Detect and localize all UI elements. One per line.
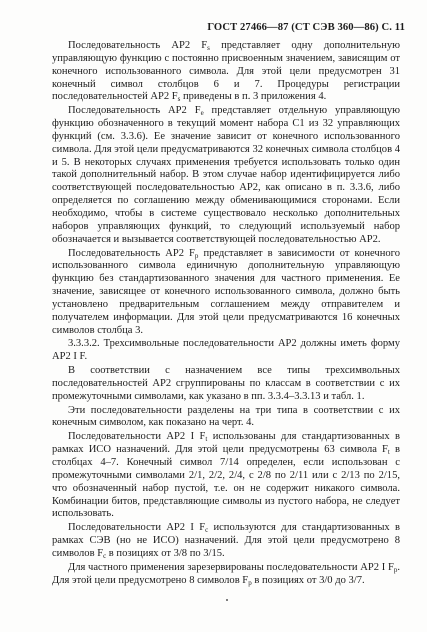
text-run: использованы для стандартизованных в рамках ИСО назначений. Для этой цели предусмотрены 63 символа F (52, 431, 400, 456)
subscript: t (387, 448, 390, 457)
text-run: Последовательность АР2 F (68, 105, 201, 117)
page-header: ГОСТ 27466—87 (СТ СЭВ 360—86) С. 11 (207, 22, 405, 33)
text-run: в позициях от 3/8 по 3/15. (106, 547, 225, 559)
text-run: Последовательности АР2 I F (68, 522, 206, 534)
subscript: c (205, 526, 209, 535)
subscript: s (207, 44, 210, 52)
text-run: Последовательности АР2 I F (68, 431, 206, 443)
document-body (52, 40, 400, 588)
text-run: В соответствии с назначением все типы трехсимвольных последовательностей АР2 сгруппированы по классам в соответствии с их промежуточными символами, как указано в пп. 3.3.4–3.3.13 и табл. 1. (52, 365, 400, 402)
paragraph (52, 405, 400, 431)
text-run: приведены в п. 3 приложения 4. (180, 91, 327, 103)
text-run: представляет отдельную управляющую функцию обозначенного в текущий момент набора С1 из 32 управляющих функций (см. 3.3.6). Ее значение зависит от конечного использованного символа. Для этой цели предусматриваются 32 конечных символа столбцов 4 и 5. В некоторых случаях применения требуется использовать только один такой дополнительный набор. В этом случае набор идентифицируется либо соответствующей последовательностью АР2, как описано в п. 3.3.6, либо определяется по соглашению между обменивающимися сторонами. Если необходимо, чтобы в системе существовало несколько дополнительных наборов управляющих функций, то следующий используемый набор обозначается и вызывается соответствующей последовательностью АР2. (52, 105, 400, 245)
paragraph (52, 248, 400, 338)
text-run: Для частного применения зарезервированы последовательности АР2 I F (68, 561, 394, 573)
paragraph (52, 522, 400, 561)
subscript: p (393, 565, 398, 574)
text-run: представляет одну дополнительную управляющую функцию с постоянно присвоенным значением, зависящим от конечного использованного символа. Для этой цели предусмотрен 31 конечный символ столбцов 6 и 7. Процедуры регистрации последовательностей АР2 F (52, 40, 400, 103)
paragraph (52, 105, 400, 246)
subscript: p (194, 251, 199, 260)
text-run: в столбцах 4–7. Конечный символ 7/14 определен, если использован с промежуточными символами 2/1, 2/2, 2/4, с 2/8 по 2/11 или с 2/13 по 2/15, что обозначенный набор пустой, т.е. он не содержит никакого символа. Комбинации битов, представляющие символы из пустого набора, не следует использовать. (52, 444, 400, 520)
text-run: в позициях от 3/0 до 3/7. (251, 574, 365, 586)
scan-speck (226, 599, 228, 601)
text-run: Последовательность АР2 F (68, 40, 208, 51)
text-run: Последовательность АР2 F (68, 247, 195, 259)
paragraph (52, 431, 400, 521)
subscript: c (103, 551, 107, 560)
subscript: p (248, 578, 252, 587)
subscript: e (200, 109, 204, 118)
paragraph (52, 562, 400, 588)
text-run: используются для стандартизованных в рамках СЭВ (но не ИСО) назначений. Для этой цели предусмотрено 8 символов F (52, 522, 400, 559)
paragraph (52, 40, 400, 104)
text-run: представляет в зависимости от конечного использованного символа единичную дополнительную управляющую функцию без стандартизованного значения для частного применения. Ее значение, зависящее от конечного использованного символа, должно быть установлено предварительным соглашением между отправителем и получателем информации. Для этой цели предусматриваются 16 конечных символов столбца 3. (52, 247, 400, 336)
subscript: t (205, 435, 208, 444)
subscript: s (177, 95, 181, 104)
text-run: . Для этой цели предусмотрено 8 символов F (52, 561, 400, 586)
paragraph (52, 365, 400, 404)
text-run: Эти последовательности разделены на три типа в соответствии с их конечным символом, как показано на черт. 4. (52, 404, 400, 429)
text-run: 3.3.3.2. Трехсимвольные последовательности АР2 должны иметь форму АР2 I F. (52, 338, 400, 363)
paragraph (52, 338, 400, 364)
